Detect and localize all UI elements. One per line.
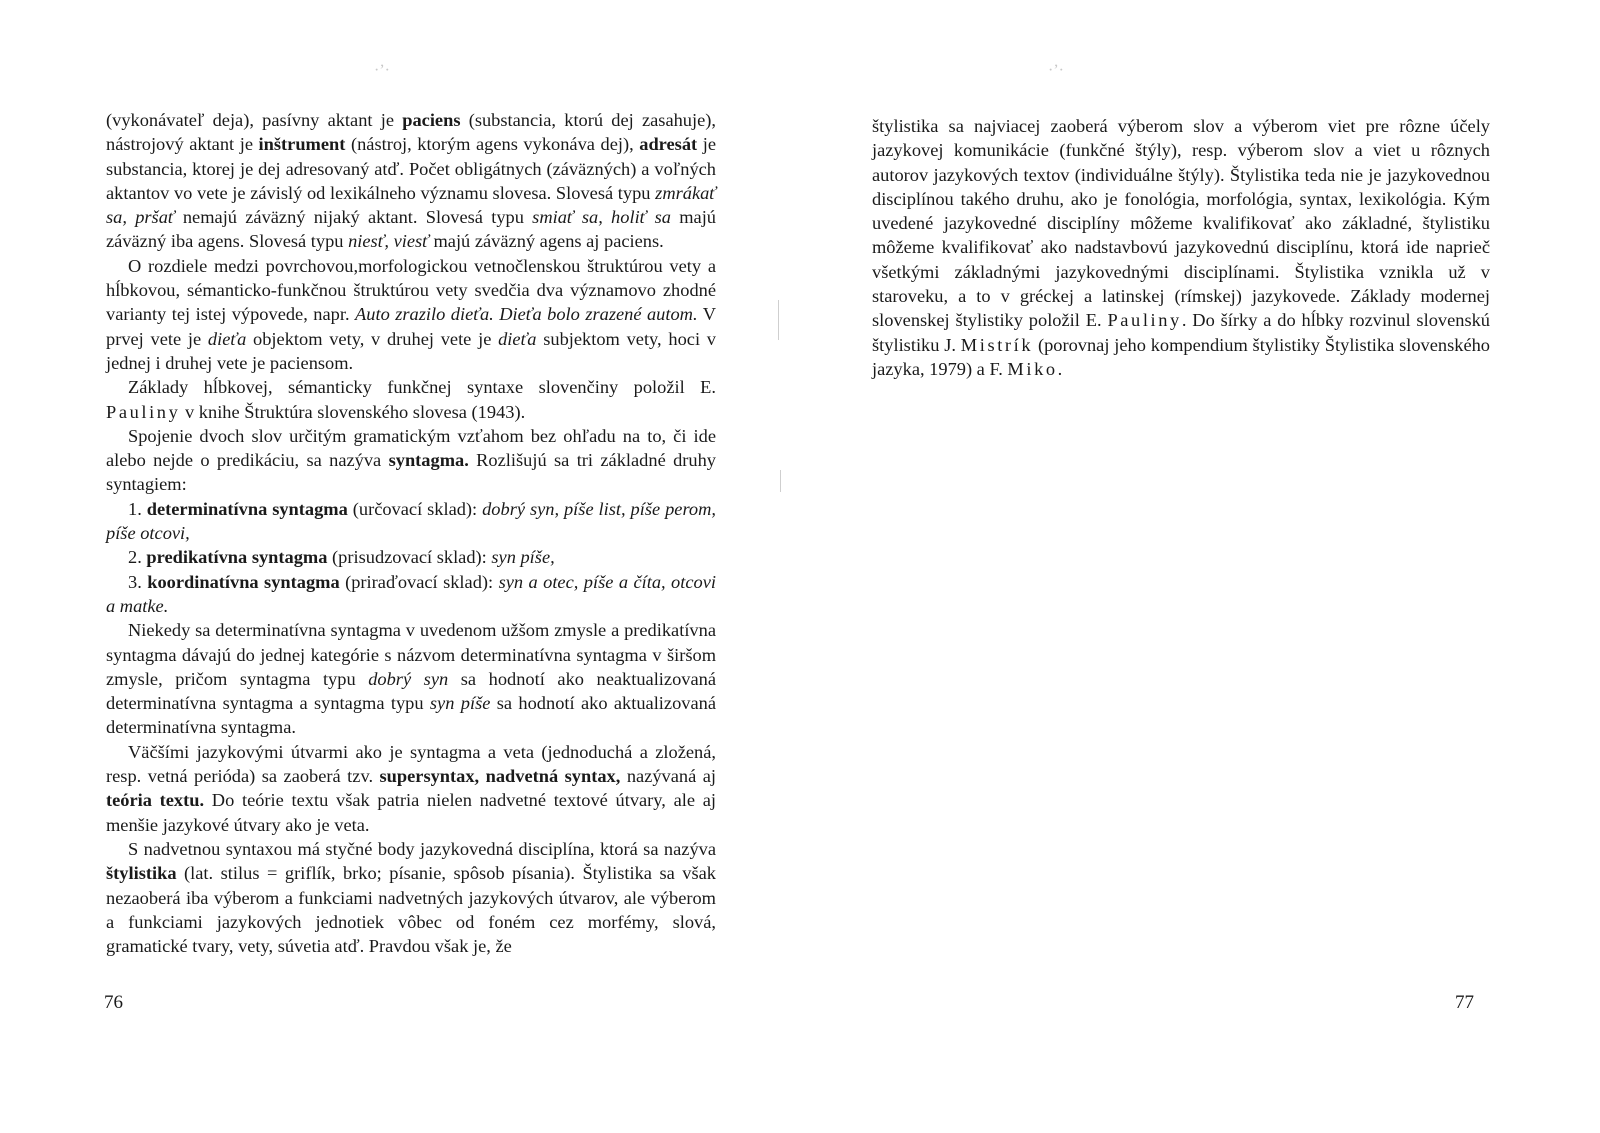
list-item: 2. predikatívna syntagma (prisudzovací sklad): syn píše, — [128, 547, 555, 568]
list-item: 3. koordinatívna syntagma (priraďovací sklad): syn a otec, píše a číta, otcovi a matke. — [106, 571, 716, 616]
page-smudge-mark: ·ʼ· — [374, 62, 390, 79]
page-smudge-mark: ·ʼ· — [1048, 62, 1064, 79]
margin-pencil-mark — [778, 300, 779, 340]
page-number: 76 — [104, 992, 123, 1013]
paragraph: Niekedy sa determinatívna syntagma v uvedenom užšom zmysle a predikatívna syntagma dávajú do jednej kategórie s názvom determinatívna syntagma v širšom zmysle, pričom syntagma typu dobrý syn sa hodnotí ako neaktualizovaná determinatívna syntagma a syntagma typu syn píše sa hodnotí ako aktualizovaná determinatívna syntagma. — [106, 620, 716, 738]
paragraph: S nadvetnou syntaxou má styčné body jazykovedná disciplína, ktorá sa nazýva štylistika (lat. stilus = griflík, brko; písanie, spôsob písania). Štylistika sa však nezaoberá iba výberom a funkciami nadvetných jazykových útvarov, ale výberom a funkciami jazykových jednotiek vôbec od foném cez morfémy, slová, gramatické tvary, vety, súvetia atď. Pravdou však je, že — [106, 838, 716, 957]
paragraph: Základy hĺbkovej, sémanticky funkčnej syntaxe slovenčiny položil E. Pauliny v knihe Štruktúra slovenského slovesa (1943). — [106, 377, 716, 422]
paragraph: (vykonávateľ deja), pasívny aktant je paciens (substancia, ktorú dej zasahuje), nástrojový aktant je inštrument (nástroj, ktorým agens vykonáva dej), adresát je substancia, ktorej je dej adresovaný atď. Počet obligátnych (záväzných) a voľných aktantov vo vete je závislý od lexikálneho významu slovesa. Slovesá typu zmrákať sa, pršať nemajú záväzný nijaký aktant. Slovesá typu smiať sa, holiť sa majú záväzný iba agens. Slovesá typu niesť, viesť majú záväzný agens aj paciens. — [106, 110, 716, 252]
list-item: 1. determinatívna syntagma (určovací sklad): dobrý syn, píše list, píše perom, píše otcovi, — [106, 498, 717, 544]
paragraph: Spojenie dvoch slov určitým gramatickým vzťahom bez ohľadu na to, či ide alebo nejde o predikáciu, sa nazýva syntagma. Rozlišujú sa tri základné druhy syntagiem: — [106, 425, 717, 495]
left-text-column — [106, 108, 716, 958]
paragraph: O rozdiele medzi povrchovou,morfologickou vetnočlenskou štruktúrou vety a hĺbkovou, sémanticko-funkčnou štruktúrou vety svedčia dva významovo zhodné varianty tej istej výpovede, napr. Auto zrazilo dieťa. Dieťa bolo zrazené autom. V prvej vete je dieťa objektom vety, v druhej vete je dieťa subjektom vety, hoci v jednej i druhej vete je paciensom. — [106, 255, 716, 373]
paragraph: Väčšími jazykovými útvarmi ako je syntagma a veta (jednoduchá a zložená, resp. vetná perióda) sa zaoberá tzv. supersyntax, nadvetná syntax, nazývaná aj teória textu. Do teórie textu však patria nielen nadvetné textové útvary, ale aj menšie jazykové útvary ako je veta. — [106, 741, 717, 835]
page-number: 77 — [1455, 992, 1474, 1013]
margin-pencil-mark — [780, 470, 781, 492]
right-text-column — [872, 114, 1490, 381]
paragraph: štylistika sa najviacej zaoberá výberom slov a výberom viet pre rôzne účely jazykovej komunikácie (funkčné štýly), resp. výberom slov a viet u rôznych autorov jazykových textov (individuálne štýly). Štylistika teda nie je jazykovednou disciplínou takého druhu, ako je fonológia, morfológia, syntax, lexikológia. Kým uvedené jazykovedné disciplíny môžeme kvalifikovať ako základné, štylistiku môžeme kvalifikovať ako nadstavbovú jazykovednú disciplínu, ktorá ide naprieč všetkými základnými jazykovednými disciplínami. Štylistika vznikla už v staroveku, a to v gréckej a latinskej (rímskej) jazykovede. Základy modernej slovenskej štylistiky položil E. Pauliny. Do šírky a do hĺbky rozvinul slovenskú štylistiku J. Mistrík (porovnaj jeho kompendium štylistiky Štylistika slovenského jazyka, 1979) a F. Miko. — [872, 116, 1490, 379]
right-page — [800, 0, 1600, 1133]
